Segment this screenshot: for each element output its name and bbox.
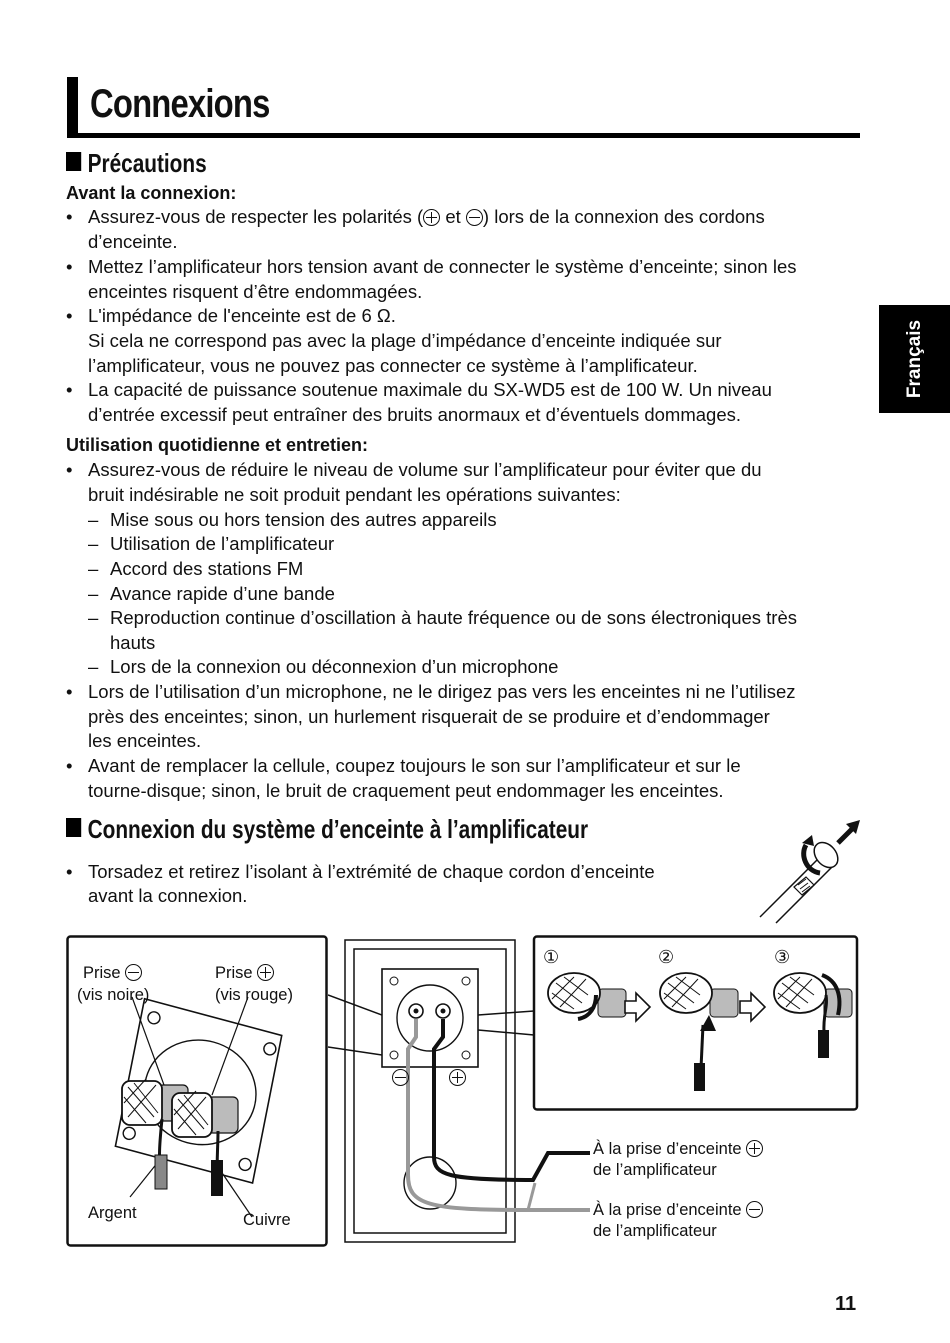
to-amp-minus-label: À la prise d’enceinte [593,1200,763,1222]
minus-polarity-icon [125,964,142,981]
square-bullet-icon [66,152,81,171]
plus-polarity-icon [423,209,440,226]
minus-polarity-icon [746,1201,763,1218]
subheading-utilisation: Utilisation quotidienne et entretien: [66,435,369,455]
vis-rouge-label: (vis rouge) [215,986,293,1004]
square-bullet-icon [66,818,81,837]
to-amp-plus-label-2: de l’amplificateur [593,1161,717,1179]
plus-polarity-icon [449,1069,466,1086]
language-tab-label: Français [903,319,925,399]
plus-polarity-icon [746,1140,763,1157]
to-amp-minus-label-2: de l’amplificateur [593,1222,717,1240]
section-heading-connexion [66,814,588,845]
title-accent-bar [67,77,78,137]
prise-pos-label: Prise [215,963,274,985]
step-1-label: ① [543,947,560,967]
speaker-plus-terminal [449,1068,466,1090]
cuivre-label: Cuivre [243,1211,291,1229]
minus-polarity-icon [466,209,483,226]
speaker-minus-terminal [392,1068,409,1090]
prise-neg-label: Prise [83,963,142,985]
language-tab [879,305,950,413]
plus-polarity-icon [257,964,274,981]
step-2-label: ② [658,947,675,967]
minus-polarity-icon [392,1069,409,1086]
step-3-label: ③ [774,947,791,967]
argent-label: Argent [88,1204,137,1222]
page-title: Connexions [90,82,270,126]
to-amp-plus-label: À la prise d’enceinte [593,1139,763,1161]
subheading-avant: Avant la connexion: [66,183,237,203]
section-heading-text: Connexion du système d’enceinte à l’amplificateur [87,814,589,844]
twist-wire-illustration [750,815,865,925]
section-heading-precautions [66,148,207,179]
section-heading-text: Précautions [87,148,207,178]
page-number: 11 [835,1293,857,1315]
title-rule [67,133,860,138]
vis-noire-label: (vis noire) [77,986,150,1004]
